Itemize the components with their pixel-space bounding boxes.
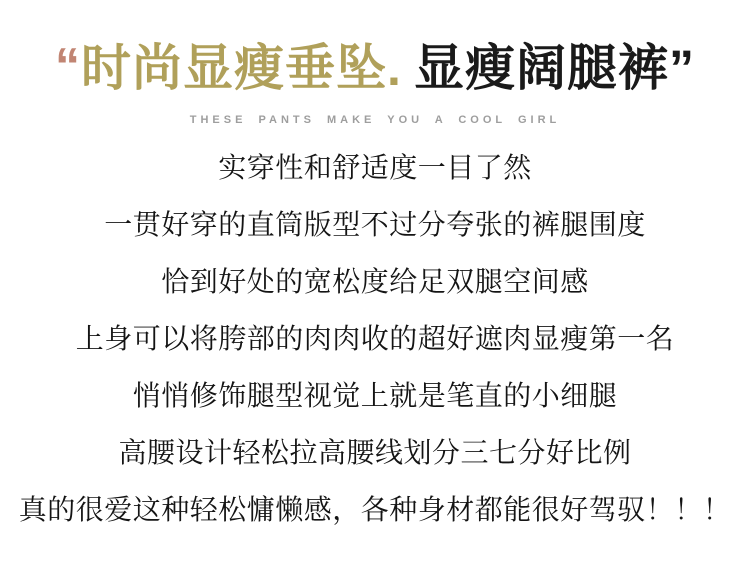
body-line: 一贯好穿的直筒版型不过分夸张的裤腿围度 bbox=[104, 209, 646, 240]
page-title bbox=[0, 0, 750, 98]
title-open-quote: “ bbox=[55, 38, 82, 94]
body-text bbox=[0, 138, 750, 537]
body-line: 高腰设计轻松拉高腰线划分三七分好比例 bbox=[118, 437, 632, 468]
english-subtitle: THESE PANTS MAKE YOU A COOL GIRL bbox=[189, 113, 561, 126]
body-line: 真的很爱这种轻松慵懒感，各种身材都能很好驾驭！！！ bbox=[18, 494, 732, 525]
title-black-text: 显瘦阔腿裤 bbox=[413, 40, 669, 96]
title-gold-text: 时尚显瘦垂坠. bbox=[81, 40, 402, 96]
title-close-quote: ” bbox=[668, 40, 695, 96]
body-line: 实穿性和舒适度一目了然 bbox=[218, 152, 532, 183]
body-line: 上身可以将胯部的肉肉收的超好遮肉显瘦第一名 bbox=[75, 323, 675, 354]
body-line: 悄悄修饰腿型视觉上就是笔直的小细腿 bbox=[132, 380, 618, 411]
body-line: 恰到好处的宽松度给足双腿空间感 bbox=[161, 266, 589, 297]
